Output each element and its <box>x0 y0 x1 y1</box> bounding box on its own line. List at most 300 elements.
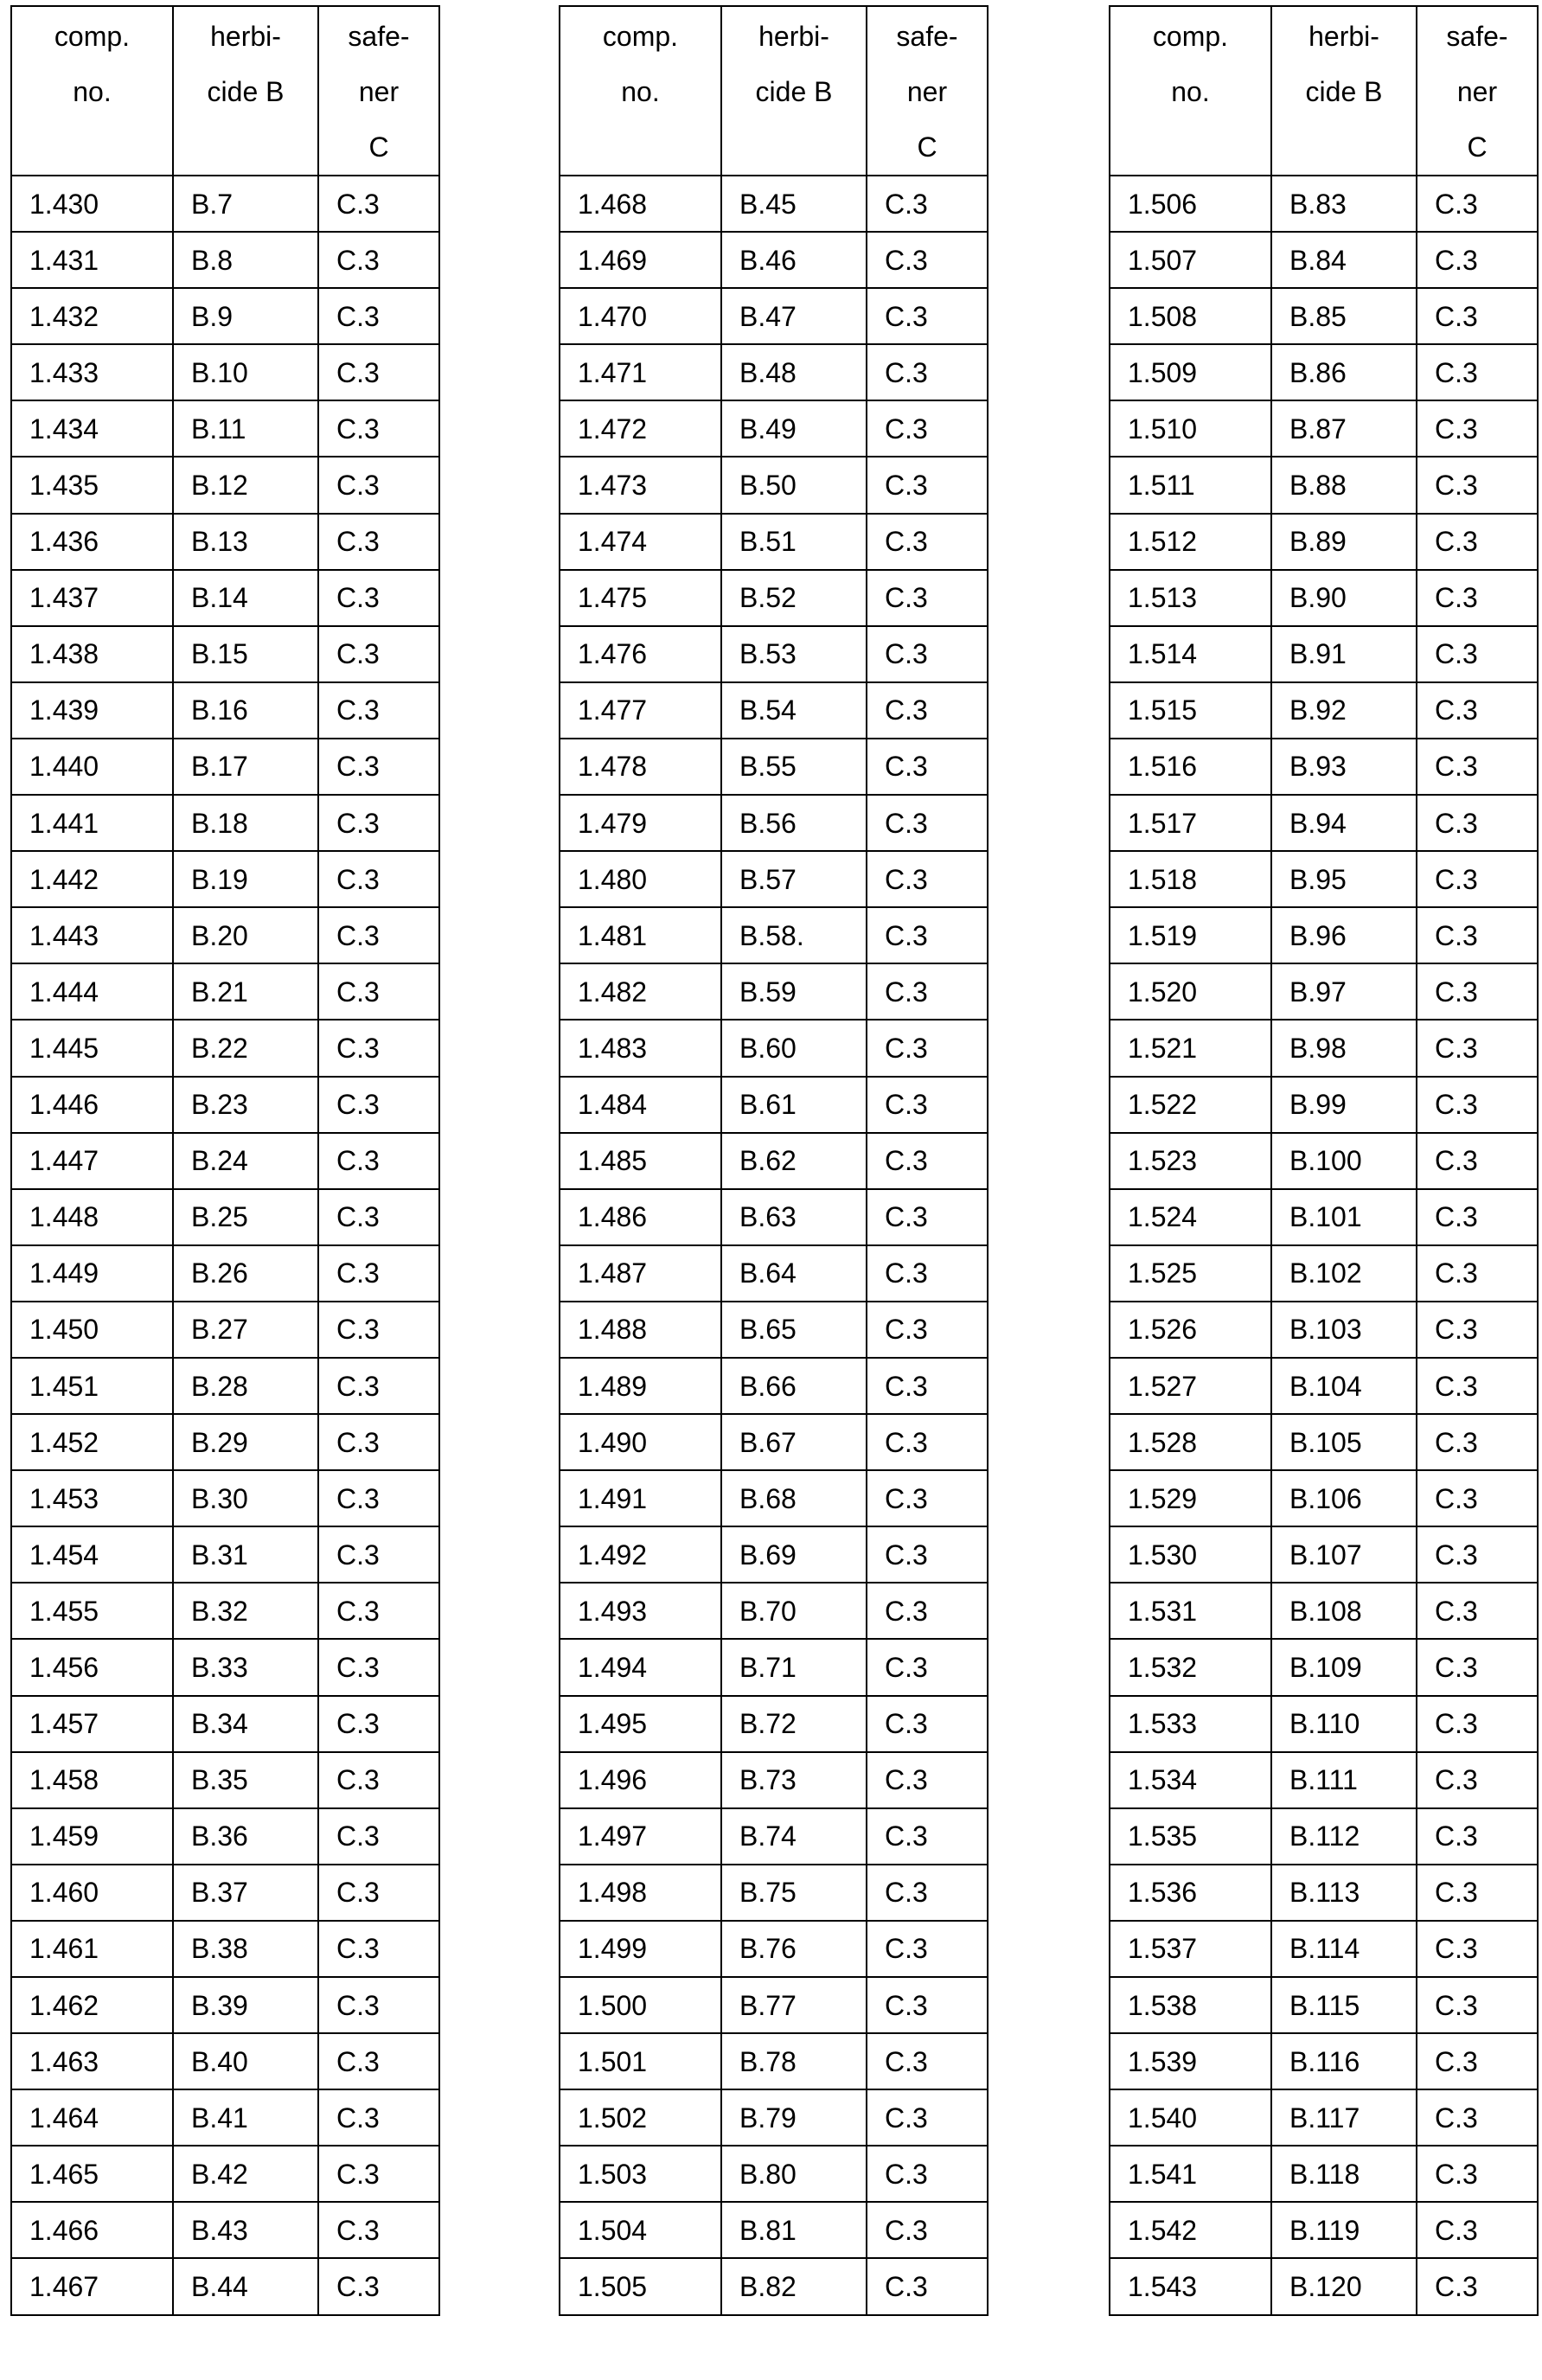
table-row <box>1110 626 1538 682</box>
safener-c-cell: C.3 <box>318 570 439 626</box>
safener-c-cell: C.3 <box>1417 2033 1538 2089</box>
comp-no-cell: 1.443 <box>11 907 173 963</box>
herbicide-b-cell: B.90 <box>1271 570 1417 626</box>
comp-no-cell: 1.513 <box>1110 570 1271 626</box>
table-row <box>11 682 439 739</box>
comp-no-cell: 1.523 <box>1110 1133 1271 1189</box>
herbicide-b-cell: B.58. <box>721 907 867 963</box>
table-row <box>1110 2089 1538 2146</box>
comp-no-cell: 1.462 <box>11 1977 173 2033</box>
table-row <box>11 1077 439 1133</box>
table-row <box>560 1470 988 1526</box>
header-line: no. <box>560 64 720 119</box>
herbicide-b-cell: B.51 <box>721 514 867 570</box>
herbicide-b-cell: B.64 <box>721 1245 867 1302</box>
comp-no-cell: 1.517 <box>1110 795 1271 851</box>
table-row <box>1110 1977 1538 2033</box>
herbicide-b-cell: B.115 <box>1271 1977 1417 2033</box>
herbicide-b-cell: B.98 <box>1271 1020 1417 1076</box>
herbicide-b-cell: B.50 <box>721 457 867 513</box>
table-row <box>11 739 439 795</box>
herbicide-b-cell: B.49 <box>721 400 867 457</box>
comp-no-cell: 1.477 <box>560 682 721 739</box>
safener-c-cell: C.3 <box>1417 963 1538 1020</box>
safener-c-cell: C.3 <box>1417 2258 1538 2314</box>
safener-c-cell: C.3 <box>318 514 439 570</box>
safener-c-cell: C.3 <box>867 1245 988 1302</box>
safener-c-cell: C.3 <box>867 1583 988 1639</box>
herbicide-b-cell: B.46 <box>721 232 867 288</box>
safener-c-cell: C.3 <box>318 2202 439 2258</box>
safener-c-cell: C.3 <box>867 1358 988 1414</box>
herbicide-b-cell: B.39 <box>173 1977 318 2033</box>
table-row <box>560 2146 988 2202</box>
safener-c-cell: C.3 <box>318 1302 439 1358</box>
comp-no-cell: 1.438 <box>11 626 173 682</box>
table-row <box>560 232 988 288</box>
safener-c-cell: C.3 <box>867 400 988 457</box>
comp-no-cell: 1.505 <box>560 2258 721 2314</box>
comp-no-cell: 1.492 <box>560 1526 721 1583</box>
herbicide-b-cell: B.24 <box>173 1133 318 1189</box>
herbicide-b-cell: B.14 <box>173 570 318 626</box>
table-row <box>1110 1189 1538 1245</box>
safener-c-cell: C.3 <box>1417 570 1538 626</box>
comp-no-cell: 1.525 <box>1110 1245 1271 1302</box>
table-row <box>560 1358 988 1414</box>
safener-c-cell: C.3 <box>867 2089 988 2146</box>
comp-no-cell: 1.473 <box>560 457 721 513</box>
safener-c-cell: C.3 <box>1417 1077 1538 1133</box>
comp-no-cell: 1.469 <box>560 232 721 288</box>
table-row <box>560 457 988 513</box>
herbicide-b-cell: B.103 <box>1271 1302 1417 1358</box>
comp-no-cell: 1.493 <box>560 1583 721 1639</box>
table-row <box>11 1133 439 1189</box>
comp-no-cell: 1.507 <box>1110 232 1271 288</box>
table-row <box>560 907 988 963</box>
compound-table-1 <box>10 5 440 2316</box>
table-row <box>560 1865 988 1921</box>
herbicide-b-cell: B.54 <box>721 682 867 739</box>
table-row <box>560 1077 988 1133</box>
safener-c-cell: C.3 <box>1417 344 1538 400</box>
comp-no-cell: 1.499 <box>560 1921 721 1977</box>
safener-c-cell: C.3 <box>867 1133 988 1189</box>
comp-no-cell: 1.441 <box>11 795 173 851</box>
safener-c-cell: C.3 <box>1417 851 1538 907</box>
herbicide-b-cell: B.73 <box>721 1752 867 1808</box>
safener-c-cell: C.3 <box>1417 682 1538 739</box>
herbicide-b-cell: B.63 <box>721 1189 867 1245</box>
header-herbicide-b <box>721 6 867 176</box>
safener-c-cell: C.3 <box>1417 514 1538 570</box>
herbicide-b-cell: B.80 <box>721 2146 867 2202</box>
herbicide-b-cell: B.53 <box>721 626 867 682</box>
herbicide-b-cell: B.104 <box>1271 1358 1417 1414</box>
table-row <box>11 1639 439 1695</box>
herbicide-b-cell: B.15 <box>173 626 318 682</box>
safener-c-cell: C.3 <box>1417 1302 1538 1358</box>
herbicide-b-cell: B.55 <box>721 739 867 795</box>
safener-c-cell: C.3 <box>867 1977 988 2033</box>
herbicide-b-cell: B.62 <box>721 1133 867 1189</box>
table-row <box>11 2089 439 2146</box>
herbicide-b-cell: B.17 <box>173 739 318 795</box>
header-safener-c <box>1417 6 1538 176</box>
comp-no-cell: 1.464 <box>11 2089 173 2146</box>
table-row <box>560 176 988 232</box>
safener-c-cell: C.3 <box>318 907 439 963</box>
safener-c-cell: C.3 <box>318 1696 439 1752</box>
safener-c-cell: C.3 <box>1417 1470 1538 1526</box>
table-row <box>560 682 988 739</box>
safener-c-cell: C.3 <box>1417 1414 1538 1470</box>
header-line: C <box>867 119 987 175</box>
herbicide-b-cell: B.25 <box>173 1189 318 1245</box>
table-row <box>1110 288 1538 344</box>
safener-c-cell: C.3 <box>867 851 988 907</box>
comp-no-cell: 1.533 <box>1110 1696 1271 1752</box>
table-row <box>11 1245 439 1302</box>
header-line: no. <box>12 64 172 119</box>
comp-no-cell: 1.540 <box>1110 2089 1271 2146</box>
comp-no-cell: 1.474 <box>560 514 721 570</box>
herbicide-b-cell: B.20 <box>173 907 318 963</box>
table-row <box>560 1245 988 1302</box>
header-herbicide-b <box>173 6 318 176</box>
comp-no-cell: 1.457 <box>11 1696 173 1752</box>
table-row <box>11 1189 439 1245</box>
comp-no-cell: 1.521 <box>1110 1020 1271 1076</box>
comp-no-cell: 1.541 <box>1110 2146 1271 2202</box>
table-row <box>11 1414 439 1470</box>
herbicide-b-cell: B.10 <box>173 344 318 400</box>
herbicide-b-cell: B.82 <box>721 2258 867 2314</box>
comp-no-cell: 1.495 <box>560 1696 721 1752</box>
herbicide-b-cell: B.29 <box>173 1414 318 1470</box>
comp-no-cell: 1.453 <box>11 1470 173 1526</box>
table-row <box>11 1526 439 1583</box>
comp-no-cell: 1.503 <box>560 2146 721 2202</box>
herbicide-b-cell: B.119 <box>1271 2202 1417 2258</box>
safener-c-cell: C.3 <box>867 1526 988 1583</box>
table-row <box>1110 1414 1538 1470</box>
header-line: C <box>1417 119 1537 175</box>
herbicide-b-cell: B.48 <box>721 344 867 400</box>
comp-no-cell: 1.529 <box>1110 1470 1271 1526</box>
comp-no-cell: 1.456 <box>11 1639 173 1695</box>
safener-c-cell: C.3 <box>1417 1808 1538 1865</box>
safener-c-cell: C.3 <box>1417 1133 1538 1189</box>
table-row <box>11 457 439 513</box>
herbicide-b-cell: B.31 <box>173 1526 318 1583</box>
herbicide-b-cell: B.75 <box>721 1865 867 1921</box>
table-row <box>560 1921 988 1977</box>
comp-no-cell: 1.475 <box>560 570 721 626</box>
comp-no-cell: 1.508 <box>1110 288 1271 344</box>
safener-c-cell: C.3 <box>867 1470 988 1526</box>
herbicide-b-cell: B.11 <box>173 400 318 457</box>
compound-table-2 <box>559 5 989 2316</box>
herbicide-b-cell: B.18 <box>173 795 318 851</box>
herbicide-b-cell: B.79 <box>721 2089 867 2146</box>
comp-no-cell: 1.450 <box>11 1302 173 1358</box>
comp-no-cell: 1.432 <box>11 288 173 344</box>
comp-no-cell: 1.449 <box>11 1245 173 1302</box>
safener-c-cell: C.3 <box>1417 907 1538 963</box>
safener-c-cell: C.3 <box>1417 1752 1538 1808</box>
safener-c-cell: C.3 <box>318 1639 439 1695</box>
safener-c-cell: C.3 <box>1417 1921 1538 1977</box>
safener-c-cell: C.3 <box>318 232 439 288</box>
herbicide-b-cell: B.32 <box>173 1583 318 1639</box>
safener-c-cell: C.3 <box>318 1470 439 1526</box>
table-row <box>1110 963 1538 1020</box>
safener-c-cell: C.3 <box>318 1865 439 1921</box>
comp-no-cell: 1.478 <box>560 739 721 795</box>
herbicide-b-cell: B.60 <box>721 1020 867 1076</box>
comp-no-cell: 1.483 <box>560 1020 721 1076</box>
table-row <box>560 2033 988 2089</box>
comp-no-cell: 1.465 <box>11 2146 173 2202</box>
herbicide-b-cell: B.37 <box>173 1865 318 1921</box>
comp-no-cell: 1.524 <box>1110 1189 1271 1245</box>
table-row <box>11 2202 439 2258</box>
table-row <box>560 795 988 851</box>
table-row <box>11 851 439 907</box>
herbicide-b-cell: B.106 <box>1271 1470 1417 1526</box>
herbicide-b-cell: B.34 <box>173 1696 318 1752</box>
comp-no-cell: 1.472 <box>560 400 721 457</box>
header-line: no. <box>1110 64 1270 119</box>
herbicide-b-cell: B.21 <box>173 963 318 1020</box>
safener-c-cell: C.3 <box>318 457 439 513</box>
comp-no-cell: 1.482 <box>560 963 721 1020</box>
comp-no-cell: 1.436 <box>11 514 173 570</box>
safener-c-cell: C.3 <box>867 570 988 626</box>
herbicide-b-cell: B.12 <box>173 457 318 513</box>
safener-c-cell: C.3 <box>318 1358 439 1414</box>
herbicide-b-cell: B.13 <box>173 514 318 570</box>
safener-c-cell: C.3 <box>867 1921 988 1977</box>
header-comp-no <box>1110 6 1271 176</box>
comp-no-cell: 1.452 <box>11 1414 173 1470</box>
comp-no-cell: 1.530 <box>1110 1526 1271 1583</box>
table-row <box>1110 232 1538 288</box>
table-row <box>560 400 988 457</box>
herbicide-b-cell: B.28 <box>173 1358 318 1414</box>
safener-c-cell: C.3 <box>867 1752 988 1808</box>
herbicide-b-cell: B.120 <box>1271 2258 1417 2314</box>
header-row <box>560 6 988 176</box>
herbicide-b-cell: B.97 <box>1271 963 1417 1020</box>
table-row <box>11 795 439 851</box>
herbicide-b-cell: B.96 <box>1271 907 1417 963</box>
safener-c-cell: C.3 <box>318 1133 439 1189</box>
comp-no-cell: 1.542 <box>1110 2202 1271 2258</box>
safener-c-cell: C.3 <box>318 1414 439 1470</box>
comp-no-cell: 1.514 <box>1110 626 1271 682</box>
table-row <box>11 1696 439 1752</box>
herbicide-b-cell: B.22 <box>173 1020 318 1076</box>
table-row <box>1110 739 1538 795</box>
comp-no-cell: 1.455 <box>11 1583 173 1639</box>
safener-c-cell: C.3 <box>318 400 439 457</box>
comp-no-cell: 1.502 <box>560 2089 721 2146</box>
comp-no-cell: 1.501 <box>560 2033 721 2089</box>
comp-no-cell: 1.454 <box>11 1526 173 1583</box>
herbicide-b-cell: B.111 <box>1271 1752 1417 1808</box>
herbicide-b-cell: B.19 <box>173 851 318 907</box>
safener-c-cell: C.3 <box>867 795 988 851</box>
table-row <box>560 1414 988 1470</box>
table-row <box>560 1696 988 1752</box>
herbicide-b-cell: B.77 <box>721 1977 867 2033</box>
safener-c-cell: C.3 <box>1417 1189 1538 1245</box>
table-row <box>11 1470 439 1526</box>
table-row <box>560 570 988 626</box>
comp-no-cell: 1.536 <box>1110 1865 1271 1921</box>
table-row <box>11 400 439 457</box>
safener-c-cell: C.3 <box>318 1077 439 1133</box>
comp-no-cell: 1.497 <box>560 1808 721 1865</box>
safener-c-cell: C.3 <box>867 1696 988 1752</box>
comp-no-cell: 1.476 <box>560 626 721 682</box>
safener-c-cell: C.3 <box>867 1189 988 1245</box>
comp-no-cell: 1.516 <box>1110 739 1271 795</box>
safener-c-cell: C.3 <box>1417 795 1538 851</box>
table-row <box>1110 1808 1538 1865</box>
safener-c-cell: C.3 <box>1417 626 1538 682</box>
table-row <box>560 2202 988 2258</box>
comp-no-cell: 1.459 <box>11 1808 173 1865</box>
table-row <box>560 288 988 344</box>
safener-c-cell: C.3 <box>318 1245 439 1302</box>
safener-c-cell: C.3 <box>1417 1526 1538 1583</box>
header-line: ner <box>867 64 987 119</box>
herbicide-b-cell: B.118 <box>1271 2146 1417 2202</box>
comp-no-cell: 1.534 <box>1110 1752 1271 1808</box>
comp-no-cell: 1.444 <box>11 963 173 1020</box>
table-row <box>11 1977 439 2033</box>
comp-no-cell: 1.532 <box>1110 1639 1271 1695</box>
safener-c-cell: C.3 <box>867 1302 988 1358</box>
header-line: safe- <box>319 9 438 64</box>
herbicide-b-cell: B.69 <box>721 1526 867 1583</box>
safener-c-cell: C.3 <box>1417 288 1538 344</box>
comp-no-cell: 1.522 <box>1110 1077 1271 1133</box>
safener-c-cell: C.3 <box>318 344 439 400</box>
comp-no-cell: 1.500 <box>560 1977 721 2033</box>
header-line: comp. <box>12 9 172 64</box>
safener-c-cell: C.3 <box>867 907 988 963</box>
comp-no-cell: 1.537 <box>1110 1921 1271 1977</box>
table-row <box>1110 1865 1538 1921</box>
comp-no-cell: 1.446 <box>11 1077 173 1133</box>
safener-c-cell: C.3 <box>1417 1583 1538 1639</box>
table-row <box>1110 457 1538 513</box>
comp-no-cell: 1.519 <box>1110 907 1271 963</box>
table-row <box>1110 2202 1538 2258</box>
header-line: cide B <box>1272 64 1416 119</box>
comp-no-cell: 1.487 <box>560 1245 721 1302</box>
herbicide-b-cell: B.70 <box>721 1583 867 1639</box>
table-row <box>1110 851 1538 907</box>
header-safener-c <box>867 6 988 176</box>
comp-no-cell: 1.496 <box>560 1752 721 1808</box>
header-safener-c <box>318 6 439 176</box>
table-row <box>560 1133 988 1189</box>
comp-no-cell: 1.489 <box>560 1358 721 1414</box>
safener-c-cell: C.3 <box>318 1583 439 1639</box>
herbicide-b-cell: B.33 <box>173 1639 318 1695</box>
table-row <box>560 344 988 400</box>
comp-no-cell: 1.430 <box>11 176 173 232</box>
safener-c-cell: C.3 <box>1417 1977 1538 2033</box>
safener-c-cell: C.3 <box>318 2258 439 2314</box>
comp-no-cell: 1.485 <box>560 1133 721 1189</box>
comp-no-cell: 1.467 <box>11 2258 173 2314</box>
safener-c-cell: C.3 <box>867 288 988 344</box>
comp-no-cell: 1.440 <box>11 739 173 795</box>
safener-c-cell: C.3 <box>318 288 439 344</box>
comp-no-cell: 1.539 <box>1110 2033 1271 2089</box>
herbicide-b-cell: B.45 <box>721 176 867 232</box>
table-row <box>560 1189 988 1245</box>
comp-no-cell: 1.527 <box>1110 1358 1271 1414</box>
herbicide-b-cell: B.109 <box>1271 1639 1417 1695</box>
herbicide-b-cell: B.61 <box>721 1077 867 1133</box>
table-row <box>11 1302 439 1358</box>
herbicide-b-cell: B.83 <box>1271 176 1417 232</box>
safener-c-cell: C.3 <box>867 2146 988 2202</box>
table-row <box>560 1639 988 1695</box>
herbicide-b-cell: B.57 <box>721 851 867 907</box>
comp-no-cell: 1.491 <box>560 1470 721 1526</box>
herbicide-b-cell: B.110 <box>1271 1696 1417 1752</box>
table-row <box>1110 907 1538 963</box>
herbicide-b-cell: B.112 <box>1271 1808 1417 1865</box>
table-row <box>560 1752 988 1808</box>
herbicide-b-cell: B.88 <box>1271 457 1417 513</box>
herbicide-b-cell: B.36 <box>173 1808 318 1865</box>
safener-c-cell: C.3 <box>867 682 988 739</box>
herbicide-b-cell: B.78 <box>721 2033 867 2089</box>
safener-c-cell: C.3 <box>318 1020 439 1076</box>
comp-no-cell: 1.543 <box>1110 2258 1271 2314</box>
comp-no-cell: 1.498 <box>560 1865 721 1921</box>
herbicide-b-cell: B.91 <box>1271 626 1417 682</box>
comp-no-cell: 1.471 <box>560 344 721 400</box>
table-row <box>560 514 988 570</box>
comp-no-cell: 1.512 <box>1110 514 1271 570</box>
table-row <box>1110 1639 1538 1695</box>
table-row <box>11 288 439 344</box>
herbicide-b-cell: B.67 <box>721 1414 867 1470</box>
safener-c-cell: C.3 <box>867 514 988 570</box>
herbicide-b-cell: B.102 <box>1271 1245 1417 1302</box>
header-line: comp. <box>560 9 720 64</box>
herbicide-b-cell: B.113 <box>1271 1865 1417 1921</box>
herbicide-b-cell: B.100 <box>1271 1133 1417 1189</box>
safener-c-cell: C.3 <box>867 963 988 1020</box>
table-row <box>11 1583 439 1639</box>
table-row <box>1110 1020 1538 1076</box>
table-row <box>1110 1583 1538 1639</box>
comp-no-cell: 1.484 <box>560 1077 721 1133</box>
table-row <box>1110 1302 1538 1358</box>
